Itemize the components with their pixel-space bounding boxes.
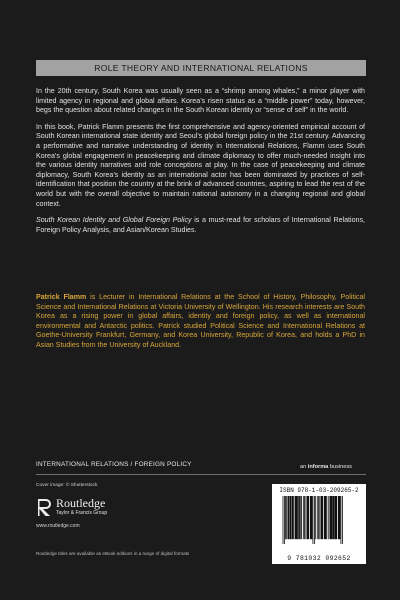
barcode-bar	[338, 496, 340, 539]
barcode-bar	[307, 496, 309, 539]
barcode-bar	[317, 496, 318, 539]
barcode-bar	[288, 496, 290, 539]
barcode-bar	[291, 496, 293, 539]
barcode-bar	[335, 496, 337, 539]
divider	[36, 474, 366, 475]
back-cover-blurb	[36, 87, 365, 242]
blurb-paragraph-3-text: is a must-read for scholars of International Relations, Foreign Policy Analysis, and Asian/Korean Studies.	[36, 216, 365, 234]
barcode-bar	[315, 496, 316, 539]
isbn-barcode	[272, 484, 366, 564]
blurb-paragraph-1: In the 20th century, South Korea was usually seen as a “shrimp among whales,” a minor player with limited agency in regional and global affairs. Korea’s risen status as a “middle power” today, however, begs the question about related changes in the South Korean identity or “sense of self” in the world.	[36, 87, 365, 115]
barcode-bar	[286, 496, 287, 539]
barcode-bar	[326, 496, 327, 539]
author-name: Patrick Flamm	[36, 293, 87, 301]
barcode-bar	[328, 496, 329, 539]
author-bio	[36, 293, 365, 351]
routledge-mark-icon	[36, 497, 52, 517]
barcode-bar	[285, 496, 286, 539]
barcode-guard-bar	[283, 496, 284, 544]
barcode-bar	[324, 496, 326, 539]
barcode-guard-bar	[342, 496, 343, 544]
informa-business-tag	[300, 464, 352, 470]
informa-suffix: business	[328, 464, 352, 470]
informa-brand: informa	[307, 464, 329, 470]
subject-category: INTERNATIONAL RELATIONS / FOREIGN POLICY	[36, 461, 192, 468]
series-title: ROLE THEORY AND INTERNATIONAL RELATIONS	[36, 60, 366, 76]
barcode-bar	[332, 496, 334, 539]
barcode-bar	[304, 496, 305, 539]
barcode-digits: 9 781032 092652	[287, 555, 351, 562]
barcode-bar	[295, 496, 297, 539]
barcode-bars	[281, 496, 357, 552]
barcode-guard-bar	[314, 496, 315, 544]
barcode-bar	[321, 496, 323, 539]
ebook-note: Routledge titles are available as eBook editions in a range of digital formats	[36, 551, 190, 556]
barcode-bar	[305, 496, 306, 539]
barcode-guard-bar	[313, 496, 314, 544]
publisher-group: Taylor & Francis Group	[56, 510, 108, 516]
blurb-paragraph-2: In this book, Patrick Flamm presents the first comprehensive and agency-oriented empirical account of South Korean international state identity and Seoul’s global foreign policy in the 21st century. Advancing a performative and narrative understanding of identity in International Relations, Flamm uses South Korea’s global engagement in peacekeeping and climate diplomacy to offer much-needed insight into the various identity narratives and role conceptions at play. In the case of peacekeeping and climate diplomacy, South Korea’s identity as an international actor has been dominated by practices of self-identification that position the country at the brink of advanced countries, aspiring to lead the rest of the world but with the overall objective to maintain national autonomy in a changing regional and global context.	[36, 122, 365, 208]
book-title-mention: South Korean Identity and Global Foreign Policy	[36, 216, 192, 225]
barcode-bar	[301, 496, 302, 539]
barcode-guard-bar	[284, 496, 285, 544]
barcode-bar	[297, 496, 299, 539]
barcode-bar	[303, 496, 304, 539]
informa-prefix: an	[300, 464, 308, 470]
barcode-bar	[310, 496, 312, 539]
barcode-bar	[319, 496, 320, 539]
barcode-bar	[299, 496, 301, 539]
barcode-guard-bar	[341, 496, 342, 544]
author-bio-text: is Lecturer in International Relations at the School of History, Philosophy, Political Science and International Relations at Victoria University of Wellington. His research interests are South Korea as a rising power in global affairs, identity and foreign policy, as well as international environmental and Antarctic politics. Patrick studied Political Science and International Relations at Goethe-University Frankfurt, Germany, and Korea University, Republic of Korea, and holds a PhD in Asian Studies from the University of Auckland.	[36, 293, 365, 349]
publisher-logo	[36, 497, 107, 517]
barcode-bar	[318, 496, 319, 539]
barcode-bar	[330, 496, 332, 539]
barcode-bar	[289, 496, 291, 539]
blurb-paragraph-3	[36, 216, 365, 235]
publisher-website: www.routledge.com	[36, 523, 80, 529]
publisher-name: Routledge	[56, 496, 106, 510]
cover-image-credit: Cover image: © Shutterstock	[36, 483, 98, 488]
isbn-number: ISBN 978-1-03-209265-2	[279, 487, 359, 494]
